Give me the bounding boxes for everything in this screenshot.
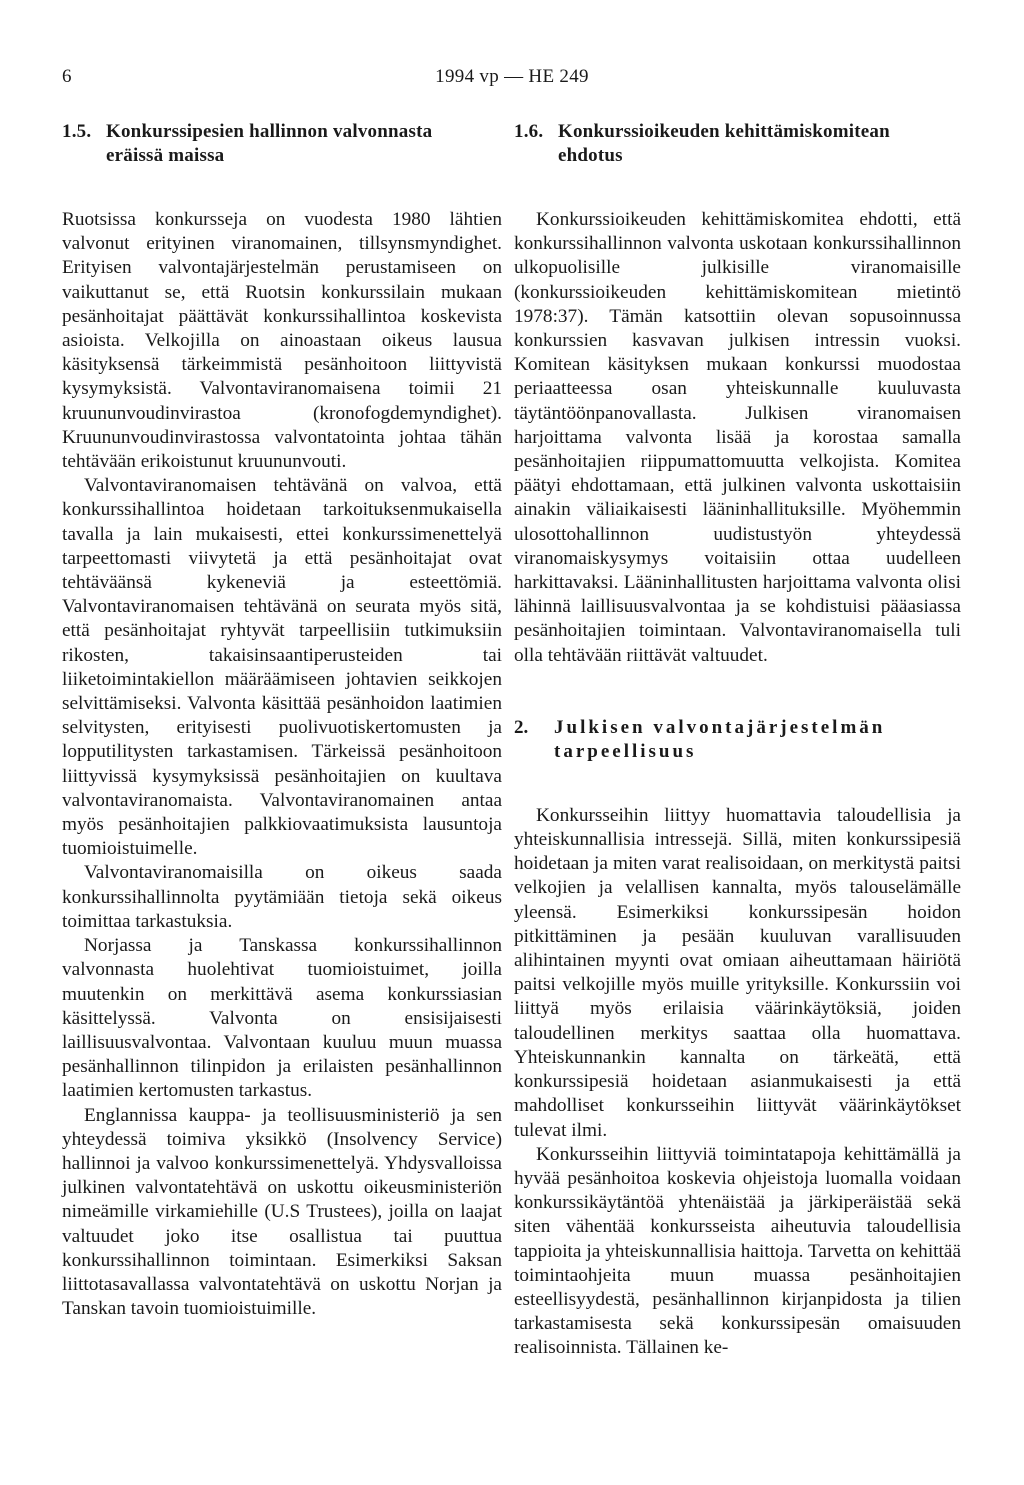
section-title-line2: eräissä maissa — [106, 145, 225, 166]
section-title-line2: tarpeellisuus — [554, 740, 697, 762]
page-header — [62, 66, 962, 96]
section-title-line1: Konkurssioikeuden kehittämiskomitean — [558, 121, 890, 142]
right-column — [514, 120, 961, 1361]
paragraph: Konkursseihin liittyviä toimintatapoja kehittämällä ja hyvää pesänhoitoa koskevia ohjeistoja luomalla voidaan konkurssikäytäntöä yhtenäistää ja järkiperäistää sekä siten vähentää konkursseista aiheutuvia taloudellisia tappioita ja yhteiskunnallisia haittoja. Tarvetta on kehittää toimintaohjeita muun muassa pesänhoitajien esteellisyydestä, pesänhallinnon kirjanpidosta ja tilien tarkastamisesta sekä konkurssipesän omaisuuden realisoinnista. Tällainen ke- — [514, 1143, 961, 1359]
page-number: 6 — [62, 66, 72, 87]
section-heading-2 — [514, 716, 961, 764]
running-head: 1994 vp — HE 249 — [435, 66, 589, 87]
section-number: 2. — [514, 716, 529, 738]
paragraph: Norjassa ja Tanskassa konkurssihallinnon valvonnasta huolehtivat tuomioistuimet, joilla muutenkin on merkittävä asema konkurssiasian käsittelyssä. Valvonta on ensisijaisesti laillisuusvalvontaa. Valvontaan kuuluu muun muassa pesänhallinnon tilinpidon ja erilaisten pesänhallinnon laatimien kertomusten tarkastus. — [62, 935, 502, 1102]
paragraph: Englannissa kauppa- ja teollisuusministeriö ja sen yhteydessä toimiva yksikkö (Insolvency Service) hallinnoi ja valvoo konkurssimenettelyä. Yhdysvalloissa julkinen valvontatehtävä on uskottu oikeusministeriön nimeämille virkamiehille (U.S Trustees), joilla on laajat valtuudet joko itse osallistua tai puuttua konkurssihallinnon toimintaan. Esimerkiksi Saksan liittotasavallassa valvontatehtävä on uskottu Norjan ja Tanskan tavoin tuomioistuimille. — [62, 1104, 502, 1320]
section-number: 1.5. — [62, 121, 92, 142]
paragraph: Valvontaviranomaisen tehtävänä on valvoa, että konkurssihallintoa hoidetaan tarkoituksenmukaisella tavalla ja lain mukaisesti, ettei konkurssimenettelyä tarpeettomasti viivytetä ja että pesänhoitajat ovat tehtäväänsä kykeneviä ja esteettömiä. Valvontaviranomaisen tehtävänä on seurata myös sitä, että pesänhoitajat ryhtyvät tarpeellisiin tutkimuksiin rikosten, takaisinsaantiperusteiden tai liiketoimintakiellon määräämiseen johtavien seikkojen selvittämiseksi. Valvonta käsittää pesänhoidon laatimien selvitysten, erityisesti puolivuotiskertomusten ja lopputilitysten tarkastamisen. Tärkeissä pesänhoitoon liittyvissä kysymyksissä pesänhoitajien on kuultava valvontaviranomaista. Valvontaviranomainen antaa myös pesänhoitajien palkkiovaatimuksista lausuntoja tuomioistuimelle. — [62, 475, 502, 860]
section-title-line2: ehdotus — [558, 145, 623, 166]
paragraph: Ruotsissa konkursseja on vuodesta 1980 lähtien valvonut erityinen viranomainen, tillsynsmyndighet. Erityisen valvontajärjestelmän perustamiseen on vaikuttanut se, että Ruotsin konkurssilain mukaan pesänhoitajat päättävät konkurssihallintoa koskevista asioista. Velkojilla on ainoastaan oikeus lausua käsityksensä tärkeimmistä pesänhoitoon liittyvistä kysymyksistä. Valvontaviranomaisena toimii 21 kruununvoudinvirastoa (kronofogdemyndighet). Kruununvoudinvirastossa valvontatointa johtaa tähän tehtävään erikoistunut kruununvouti. — [62, 209, 502, 473]
left-column — [62, 120, 502, 1321]
section-title-line1: Julkisen valvontajärjestelmän — [554, 716, 886, 738]
paragraph: Valvontaviranomaisilla on oikeus saada konkurssihallinnolta pyytämiään tietoja sekä oikeus toimittaa tarkastuksia. — [62, 862, 502, 932]
section-number: 1.6. — [514, 121, 544, 142]
paragraph: Konkursseihin liittyy huomattavia taloudellisia ja yhteiskunnallisia intressejä. Sillä, miten konkurssipesiä hoidetaan ja miten varat realisoidaan, on merkitystä paitsi velkojien ja velallisen kannalta, myös talouselämälle yleensä. Esimerkiksi konkurssipesän hoidon pitkittäminen ja pesään kuuluvan varallisuuden alihintainen myynti ovat omiaan aiheuttamaan häiriötä paitsi velkojille myös muille yrityksille. Konkurssiin voi liittyä myös erilaisia väärinkäytöksiä, joiden taloudellinen merkitys saattaa olla huomattava. Yhteiskunnankin kannalta on tärkeätä, että konkurssipesiä hoidetaan asianmukaisesti ja että mahdolliset konkursseihin liittyvät väärinkäytökset tulevat ilmi. — [514, 804, 961, 1141]
section-heading-1-5 — [62, 120, 502, 168]
paragraph: Konkurssioikeuden kehittämiskomitea ehdotti, että konkurssihallinnon valvonta uskotaan konkurssihallinnon ulkopuolisille julkisille viranomaisille (konkurssioikeuden kehittämiskomitean mietintö 1978:37). Tämän katsottiin olevan sopusoinnussa konkurssien kasvavan julkisen intressin vuoksi. Komitean käsityksen mukaan konkurssi muodostaa periaatteessa osan yhteiskunnalle kuuluvasta täytäntöönpanovallasta. Julkisen viranomaisen harjoittama valvonta lisää ja korostaa samalla pesänhoitajien riippumattomuutta velkojista. Komitea päätyi ehdottamaan, että julkinen valvonta uskottaisiin ainakin väliaikaisesti lääninhallituksille. Myöhemmin ulosottohallinnon uudistustyön yhteydessä viranomaiskysymys voitaisiin ottaa uudelleen harkittavaksi. Lääninhallitusten harjoittama valvonta olisi lähinnä laillisuusvalvontaa ja se kohdistuisi pääasiassa pesänhoitajien toimintaan. Valvontaviranomaisella tuli olla tehtävään riittävät valtuudet. — [514, 209, 961, 666]
section-title-line1: Konkurssipesien hallinnon valvonnasta — [106, 121, 433, 142]
section-heading-1-6 — [514, 120, 961, 168]
